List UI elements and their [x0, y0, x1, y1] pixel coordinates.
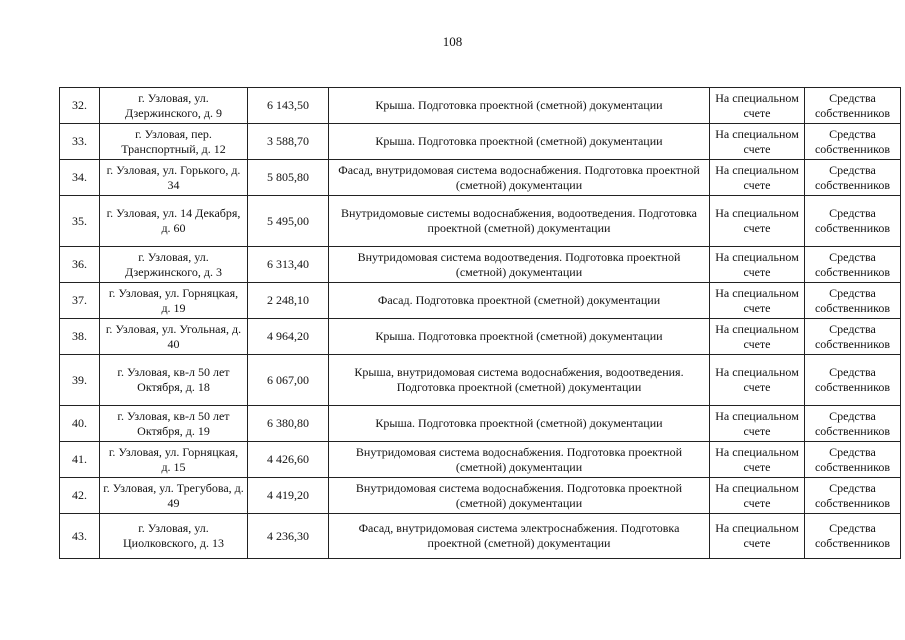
row-fund-source: Средства собственников: [805, 196, 901, 247]
row-work: Крыша. Подготовка проектной (сметной) документации: [329, 406, 710, 442]
row-number: 39.: [60, 355, 100, 406]
row-number: 36.: [60, 247, 100, 283]
row-fund-method: На специальном счете: [710, 514, 805, 559]
row-fund-source: Средства собственников: [805, 124, 901, 160]
row-number: 34.: [60, 160, 100, 196]
row-area: 4 426,60: [248, 442, 329, 478]
row-number: 37.: [60, 283, 100, 319]
table-row: [60, 442, 901, 478]
row-address: г. Узловая, ул. Горняцкая, д. 19: [100, 283, 248, 319]
row-number: 42.: [60, 478, 100, 514]
table-row: [60, 124, 901, 160]
row-work: Внутридомовая система водоотведения. Подготовка проектной (сметной) документации: [329, 247, 710, 283]
table-row: [60, 478, 901, 514]
row-address: г. Узловая, пер. Транспортный, д. 12: [100, 124, 248, 160]
row-area: 6 143,50: [248, 88, 329, 124]
row-area: 6 380,80: [248, 406, 329, 442]
row-fund-method: На специальном счете: [710, 478, 805, 514]
row-area: 2 248,10: [248, 283, 329, 319]
row-fund-source: Средства собственников: [805, 406, 901, 442]
row-area: 6 313,40: [248, 247, 329, 283]
row-number: 33.: [60, 124, 100, 160]
row-area: 4 964,20: [248, 319, 329, 355]
row-area: 5 805,80: [248, 160, 329, 196]
row-number: 38.: [60, 319, 100, 355]
row-work: Крыша, внутридомовая система водоснабжения, водоотведения. Подготовка проектной (сметной) документации: [329, 355, 710, 406]
row-address: г. Узловая, кв-л 50 лет Октября, д. 18: [100, 355, 248, 406]
row-work: Фасад. Подготовка проектной (сметной) документации: [329, 283, 710, 319]
row-address: г. Узловая, ул. Дзержинского, д. 9: [100, 88, 248, 124]
row-address: г. Узловая, ул. 14 Декабря, д. 60: [100, 196, 248, 247]
row-number: 43.: [60, 514, 100, 559]
capital-repair-table: [59, 87, 901, 559]
page-number: 108: [442, 34, 463, 49]
table-row: [60, 88, 901, 124]
row-fund-source: Средства собственников: [805, 442, 901, 478]
table-row: [60, 355, 901, 406]
row-fund-method: На специальном счете: [710, 319, 805, 355]
row-fund-source: Средства собственников: [805, 319, 901, 355]
row-number: 40.: [60, 406, 100, 442]
table-row: [60, 160, 901, 196]
row-fund-method: На специальном счете: [710, 247, 805, 283]
row-fund-source: Средства собственников: [805, 355, 901, 406]
table-row: [60, 283, 901, 319]
row-work: Внутридомовые системы водоснабжения, водоотведения. Подготовка проектной (сметной) документации: [329, 196, 710, 247]
row-number: 32.: [60, 88, 100, 124]
table-row: [60, 514, 901, 559]
row-work: Крыша. Подготовка проектной (сметной) документации: [329, 88, 710, 124]
row-fund-method: На специальном счете: [710, 406, 805, 442]
row-work: Внутридомовая система водоснабжения. Подготовка проектной (сметной) документации: [329, 442, 710, 478]
row-area: 4 236,30: [248, 514, 329, 559]
row-work: Фасад, внутридомовая система водоснабжения. Подготовка проектной (сметной) документации: [329, 160, 710, 196]
row-fund-method: На специальном счете: [710, 355, 805, 406]
table-row: [60, 247, 901, 283]
row-fund-source: Средства собственников: [805, 160, 901, 196]
row-area: 6 067,00: [248, 355, 329, 406]
row-fund-method: На специальном счете: [710, 124, 805, 160]
row-fund-method: На специальном счете: [710, 88, 805, 124]
row-address: г. Узловая, кв-л 50 лет Октября, д. 19: [100, 406, 248, 442]
row-address: г. Узловая, ул. Трегубова, д. 49: [100, 478, 248, 514]
row-fund-source: Средства собственников: [805, 514, 901, 559]
row-area: 5 495,00: [248, 196, 329, 247]
row-address: г. Узловая, ул. Угольная, д. 40: [100, 319, 248, 355]
row-address: г. Узловая, ул. Дзержинского, д. 3: [100, 247, 248, 283]
row-work: Внутридомовая система водоснабжения. Подготовка проектной (сметной) документации: [329, 478, 710, 514]
table-row: [60, 196, 901, 247]
row-fund-method: На специальном счете: [710, 442, 805, 478]
row-number: 41.: [60, 442, 100, 478]
row-fund-method: На специальном счете: [710, 196, 805, 247]
row-address: г. Узловая, ул. Горького, д. 34: [100, 160, 248, 196]
row-fund-source: Средства собственников: [805, 478, 901, 514]
table-row: [60, 406, 901, 442]
row-fund-source: Средства собственников: [805, 283, 901, 319]
row-work: Крыша. Подготовка проектной (сметной) документации: [329, 319, 710, 355]
row-area: 3 588,70: [248, 124, 329, 160]
table-row: [60, 319, 901, 355]
row-fund-source: Средства собственников: [805, 88, 901, 124]
row-area: 4 419,20: [248, 478, 329, 514]
row-fund-method: На специальном счете: [710, 160, 805, 196]
row-work: Крыша. Подготовка проектной (сметной) документации: [329, 124, 710, 160]
row-number: 35.: [60, 196, 100, 247]
row-fund-source: Средства собственников: [805, 247, 901, 283]
row-fund-method: На специальном счете: [710, 283, 805, 319]
row-work: Фасад, внутридомовая система электроснабжения. Подготовка проектной (сметной) документации: [329, 514, 710, 559]
row-address: г. Узловая, ул. Горняцкая, д. 15: [100, 442, 248, 478]
row-address: г. Узловая, ул. Циолковского, д. 13: [100, 514, 248, 559]
